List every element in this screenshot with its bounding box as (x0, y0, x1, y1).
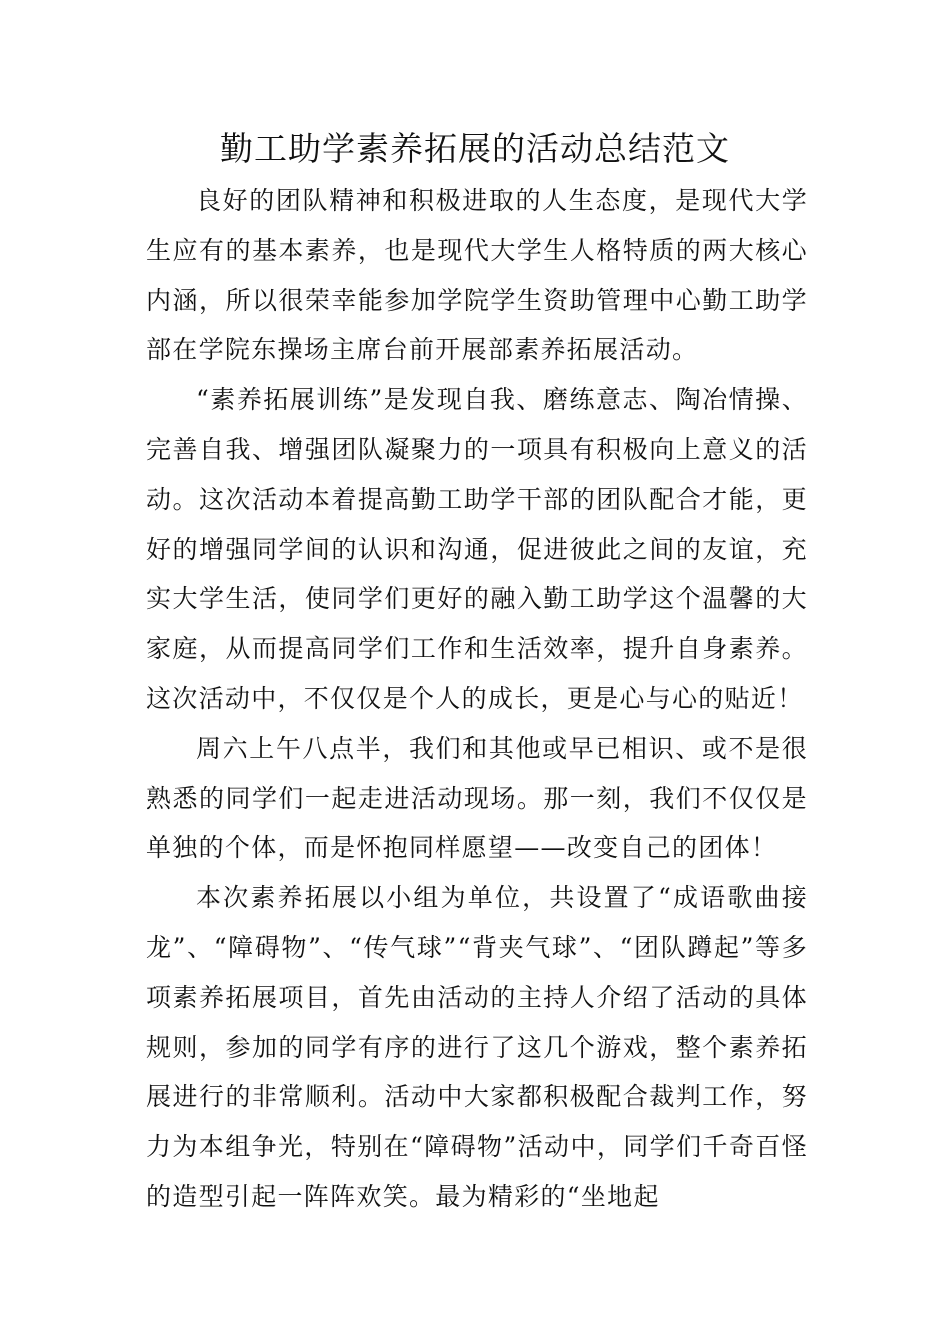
paragraph-3: 周六上午八点半，我们和其他或早已相识、或不是很熟悉的同学们一起走进活动现场。那一刻，我们不仅仅是单独的个体，而是怀抱同样愿望——改变自己的团体！ (146, 733, 808, 863)
document-title: 勤工助学素养拓展的活动总结范文 (220, 129, 730, 168)
paragraph-1: 良好的团队精神和积极进取的人生态度，是现代大学生应有的基本素养，也是现代大学生人格特质的两大核心内涵，所以很荣幸能参加学院学生资助管理中心勤工助学部在学院东操场主席台前开展部素养拓展活动。 (146, 186, 808, 365)
paragraph-4: 本次素养拓展以小组为单位，共设置了“成语歌曲接龙”、“障碍物”、“传气球”“背夹气球”、“团队蹲起”等多项素养拓展项目，首先由活动的主持人介绍了活动的具体规则，参加的同学有序的进行了这几个游戏，整个素养拓展进行的非常顺利。活动中大家都积极配合裁判工作，努力为本组争光，特别在“障碍物”活动中，同学们千奇百怪的造型引起一阵阵欢笑。最为精彩的“坐地起 (146, 883, 808, 1211)
document-body (146, 176, 808, 1222)
paragraph-2: “素养拓展训练”是发现自我、磨练意志、陶冶情操、完善自我、增强团队凝聚力的一项具有积极向上意义的活动。这次活动本着提高勤工助学干部的团队配合才能，更好的增强同学间的认识和沟通，促进彼此之间的友谊，充实大学生活，使同学们更好的融入勤工助学这个温馨的大家庭，从而提高同学们工作和生活效率，提升自身素养。这次活动中，不仅仅是个人的成长，更是心与心的贴近！ (146, 385, 808, 713)
